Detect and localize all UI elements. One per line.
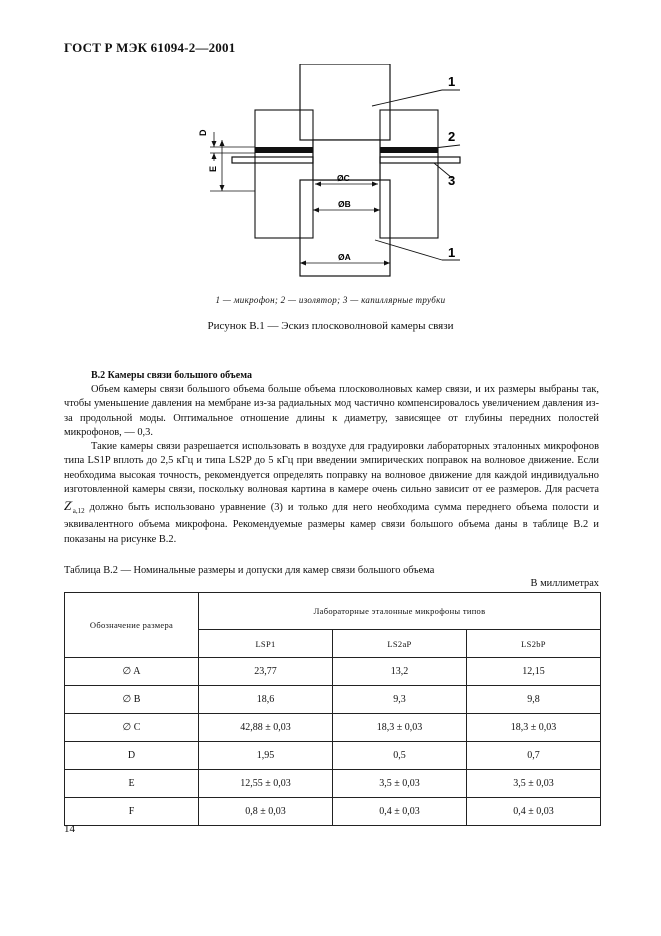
page-number: 14	[64, 823, 75, 835]
table-cell: E	[65, 770, 199, 798]
dim-a-label: ØA	[338, 252, 351, 262]
z-subscript: a,12	[72, 507, 85, 516]
type-header-ls2bp: LS2bP	[467, 630, 601, 658]
dim-d-label: D	[198, 129, 208, 136]
table-row	[65, 658, 601, 686]
table-units: В миллиметрах	[530, 578, 599, 589]
table-cell: 9,3	[333, 686, 467, 714]
table-cell: 18,6	[199, 686, 333, 714]
table-row	[65, 686, 601, 714]
coupler-sketch-figure	[190, 64, 480, 290]
table-cell: 23,77	[199, 658, 333, 686]
insulator-left	[255, 110, 313, 238]
paragraph-2-part-b: должно быть использовано уравнение (3) и только для него необходима сумма переднего объема полости и эквивалентного объема микрофона. Рекомендуемые размеры камер связи большого объема даны в таблице В.2 и показаны на рисунке В.2.	[64, 502, 599, 545]
callout-1-top: 1	[448, 74, 456, 89]
z-letter: Z	[64, 498, 72, 514]
table-cell: D	[65, 742, 199, 770]
table-cell: 0,5	[333, 742, 467, 770]
dim-e-label: E	[208, 165, 218, 172]
capillary-tube-left	[232, 157, 313, 163]
table-cell: 12,55 ± 0,03	[199, 770, 333, 798]
capillary-tube-right	[380, 157, 460, 163]
table-cell: 13,2	[333, 658, 467, 686]
paragraph-2	[64, 440, 599, 547]
dimensions-table	[64, 592, 601, 826]
callout-3: 3	[448, 173, 456, 188]
table-row	[65, 798, 601, 826]
insulator-band-left	[255, 147, 313, 153]
type-header-ls2ap: LS2aP	[333, 630, 467, 658]
dim-c-label: ØC	[337, 173, 350, 183]
table-cell: 3,5 ± 0,03	[333, 770, 467, 798]
table-cell: 0,4 ± 0,03	[467, 798, 601, 826]
table-row	[65, 770, 601, 798]
callout-2: 2	[448, 129, 456, 144]
insulator-right	[380, 110, 438, 238]
col-header-designation: Обозначение размера	[65, 593, 199, 658]
table-cell: 3,5 ± 0,03	[467, 770, 601, 798]
table-cell: F	[65, 798, 199, 826]
group-header-microphones: Лабораторные эталонные микрофоны типов	[199, 593, 601, 630]
table-cell: 0,4 ± 0,03	[333, 798, 467, 826]
table-cell: 9,8	[467, 686, 601, 714]
insulator-band-right	[380, 147, 438, 153]
table-cell: ∅ A	[65, 658, 199, 686]
table-cell: 1,95	[199, 742, 333, 770]
table-cell: 18,3 ± 0,03	[333, 714, 467, 742]
type-header-lsp1: LSP1	[199, 630, 333, 658]
dim-b-label: ØB	[338, 199, 351, 209]
paragraph-2-part-a: Такие камеры связи разрешается использовать в воздухе для градуировки лабораторных эталонных микрофонов типа LS1P вплоть до 2,5 кГц и типа LS2P до 5 кГц при введении эмпирических поправок на волновое движение. Если необходима высокая точность, рекомендуется определять поправку на волновое движение для каждой индивидуально изготовленной камеры связи, поскольку волновая картина в камере очень сильно зависит от ее размеров. Для расчета	[64, 441, 599, 495]
table-cell: 0,8 ± 0,03	[199, 798, 333, 826]
figure-caption: Рисунок В.1 — Эскиз плосковолновой камеры связи	[207, 320, 454, 332]
table-cell: 42,88 ± 0,03	[199, 714, 333, 742]
table-cell: ∅ B	[65, 686, 199, 714]
table-row	[65, 742, 601, 770]
table-cell: 0,7	[467, 742, 601, 770]
page-header: ГОСТ Р МЭК 61094-2—2001	[64, 40, 236, 55]
z-prime: ′	[71, 500, 73, 509]
section-title: В.2 Камеры связи большого объема	[91, 370, 252, 381]
table-cell: ∅ C	[65, 714, 199, 742]
paragraph-1: Объем камеры связи большого объема больше объема плосковолновых камер связи, и их размеры выбраны так, чтобы уменьшение давления на мембране из-за радиальных мод частично компенсировалось увеличением давления из-за продольной моды. Оптимальное отношение длины к диаметру, зависящее от глубины передних полостей микрофонов, — 0,3.	[64, 384, 599, 438]
z-symbol	[64, 498, 85, 516]
table-cell: 18,3 ± 0,03	[467, 714, 601, 742]
table-row	[65, 714, 601, 742]
table-cell: 12,15	[467, 658, 601, 686]
figure-legend: 1 — микрофон; 2 — изолятор; 3 — капиллярные трубки	[215, 295, 446, 305]
table-caption: Таблица В.2 — Номинальные размеры и допуски для камер связи большого объема	[64, 565, 435, 576]
callout-1-bottom: 1	[448, 245, 456, 260]
